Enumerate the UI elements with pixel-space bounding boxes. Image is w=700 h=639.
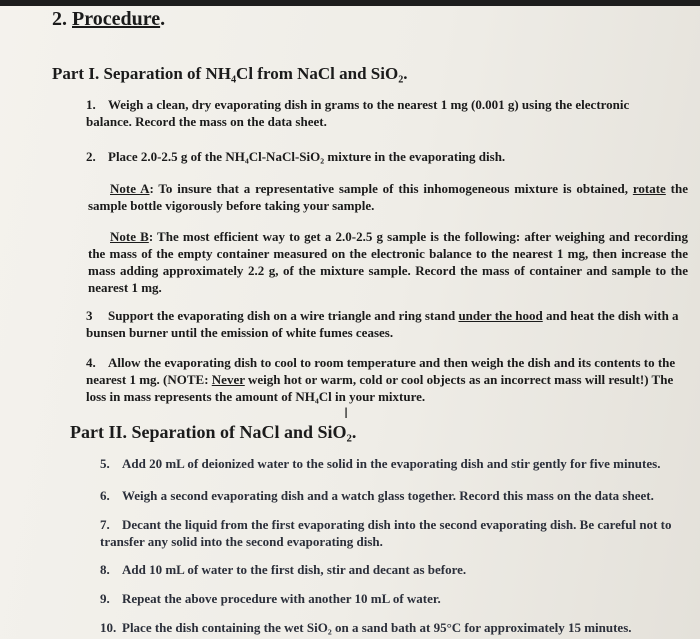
step-3: 3 Support the evaporating dish on a wire triangle and ring stand under the hood and heat the dish with a bunsen burner until the emission of white fumes ceases. (86, 308, 679, 340)
step-7: 7. Decant the liquid from the first evaporating dish into the second evaporating dish. Be careful not to transfer any solid into the second evaporating dish. (100, 517, 672, 549)
step-1 (86, 96, 676, 130)
step-number: 2. (86, 149, 96, 164)
top-edge-bar (0, 0, 700, 6)
step-9: 9. Repeat the above procedure with another 10 mL of water. (100, 591, 441, 606)
step-text: Weigh a clean, dry evaporating dish in grams to the nearest 1 mg (0.001 g) using the electronic balance. Record the mass on the data sheet. (86, 97, 630, 129)
section-title: Procedure (72, 8, 161, 30)
step-6: 6. Weigh a second evaporating dish and a watch glass together. Record this mass on the data sheet. (100, 488, 654, 503)
step-2 (86, 148, 676, 165)
step-number: 1. (86, 97, 96, 112)
step-10: 10. Place the dish containing the wet SiO₂ on a sand bath at 95°C for approximately 15 minutes. (100, 620, 632, 635)
part2-title: Part II. Separation of NaCl and SiO₂. (70, 422, 357, 442)
step-4: 4. Allow the evaporating dish to cool to room temperature and then weigh the dish and its contents to the nearest 1 mg. (NOTE: Never weigh hot or warm, cold or cool objects as an incorrect mass will result!) The loss in mass represents the amount of NH₄Cl in your mixture. (86, 355, 676, 404)
note-a: Note A: To insure that a representative sample of this inhomogeneous mixture is obtained, rotate the sample bottle vigorously before taking your sample. (88, 181, 688, 213)
section-heading: 2. Procedure. (52, 8, 166, 30)
text-cursor-icon: I (344, 406, 349, 422)
step-text: Place 2.0-2.5 g of the NH₄Cl-NaCl-SiO₂ mixture in the evaporating dish. (108, 149, 506, 164)
step-number: 3 (86, 308, 93, 323)
section-number: 2. (52, 8, 67, 30)
step-8: 8. Add 10 mL of water to the first dish, stir and decant as before. (100, 562, 467, 577)
note-b: Note B: The most efficient way to get a 2.0-2.5 g sample is the following: after weighing and recording the mass of the empty container measured on the electronic balance to the nearest 1 mg, then increase the mass adding approximately 2.2 g, of the mixture sample. Record the mass of container and sample to the nearest 1 mg. (88, 229, 688, 295)
step-5: 5. Add 20 mL of deionized water to the solid in the evaporating dish and stir gently for five minutes. (100, 456, 661, 471)
note-b-label: Note B (110, 229, 149, 244)
part1-title: Part I. Separation of NH₄Cl from NaCl and SiO₂. (52, 64, 408, 83)
step-number: 4. (86, 355, 96, 370)
note-a-label: Note A (110, 181, 150, 196)
